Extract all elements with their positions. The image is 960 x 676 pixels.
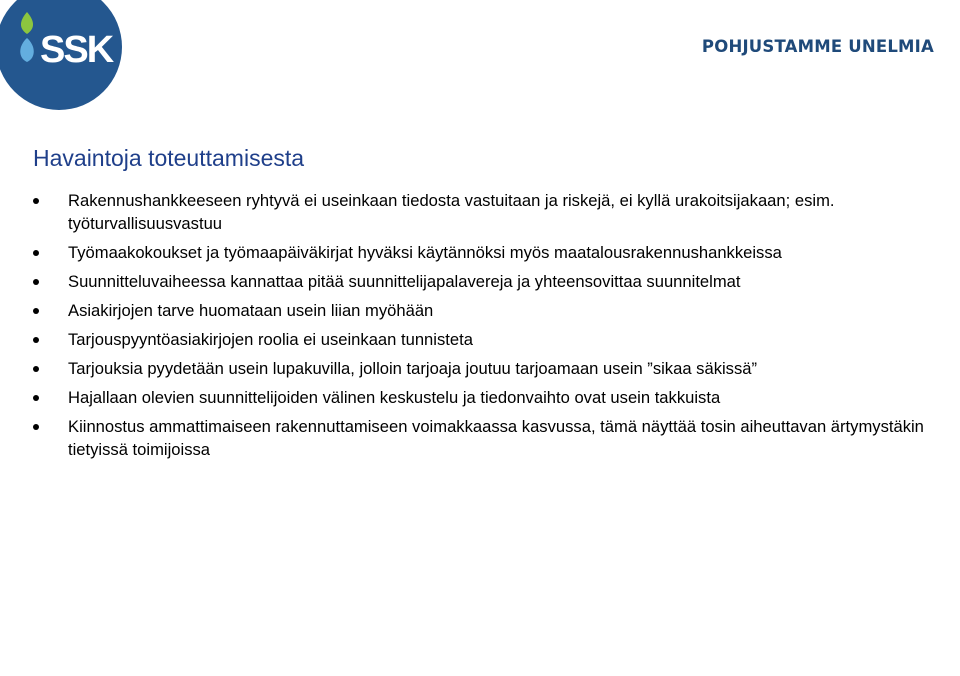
bullet-icon	[33, 395, 39, 401]
bullet-text: Rakennushankkeeseen ryhtyvä ei useinkaan tiedosta vastuitaan ja riskejä, ei kyllä urakoitsijakaan; esim. työturvallisuusvastuu	[68, 191, 835, 233]
logo-text: SSK	[40, 29, 113, 71]
bullet-item	[33, 299, 938, 322]
bullet-item	[33, 386, 938, 409]
bullet-item	[33, 270, 938, 293]
bullet-text: Suunnitteluvaiheessa kannattaa pitää suunnittelijapalavereja ja yhteensovittaa suunnitelmat	[68, 272, 741, 291]
bullet-list	[33, 189, 938, 467]
bullet-item	[33, 189, 938, 235]
bullet-icon	[33, 250, 39, 256]
bullet-item	[33, 241, 938, 264]
bullet-item	[33, 357, 938, 380]
bullet-icon	[33, 337, 39, 343]
bullet-item	[33, 415, 938, 461]
bullet-text: Työmaakokoukset ja työmaapäiväkirjat hyväksi käytännöksi myös maatalousrakennushankkeissa	[68, 243, 782, 262]
bullet-icon	[33, 424, 39, 430]
bullet-icon	[33, 198, 39, 204]
bullet-icon	[33, 279, 39, 285]
bullet-text: Hajallaan olevien suunnittelijoiden välinen keskustelu ja tiedonvaihto ovat usein takkuista	[68, 388, 721, 407]
bullet-icon	[33, 308, 39, 314]
bullet-text: Asiakirjojen tarve huomataan usein liian myöhään	[68, 301, 434, 320]
bullet-text: Tarjouspyyntöasiakirjojen roolia ei useinkaan tunnisteta	[68, 330, 473, 349]
ssk-logo	[0, 0, 124, 112]
bullet-icon	[33, 366, 39, 372]
bullet-text: Tarjouksia pyydetään usein lupakuvilla, jolloin tarjoaja joutuu tarjoamaan usein ”sikaa säkissä”	[68, 359, 758, 378]
slide-title: Havaintoja toteuttamisesta	[33, 145, 305, 171]
bullet-item	[33, 328, 938, 351]
tagline: POHJUSTAMME UNELMIA	[701, 37, 934, 56]
bullet-text: Kiinnostus ammattimaiseen rakennuttamiseen voimakkaassa kasvussa, tämä näyttää tosin aiheuttavan ärtymystäkin tietyissä toimijoissa	[68, 417, 924, 459]
